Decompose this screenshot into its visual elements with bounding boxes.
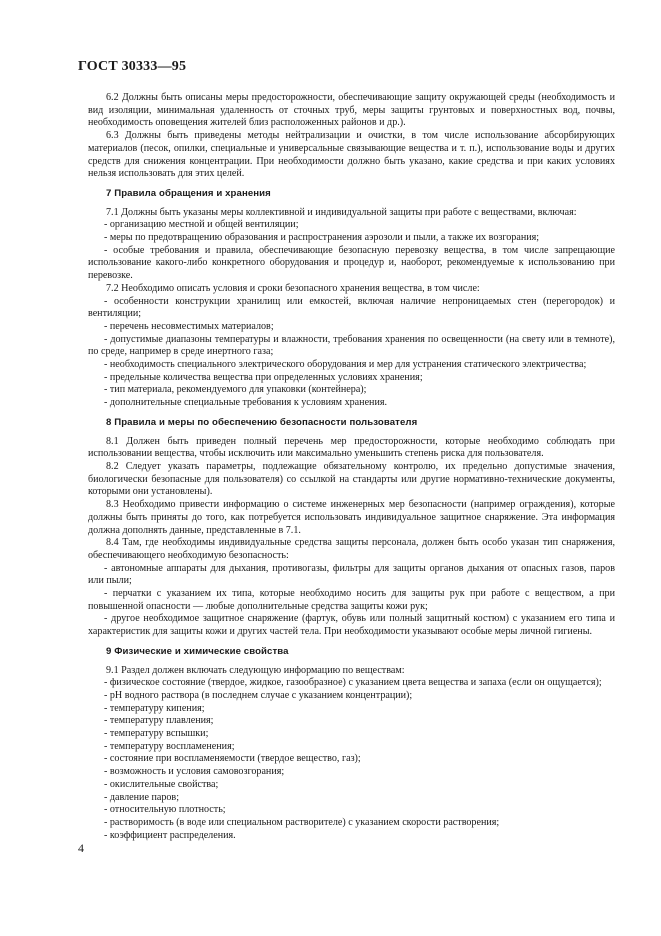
page-number: 4 (78, 841, 84, 855)
list-item: - относительную плотность; (104, 804, 226, 816)
list-item: - автономные аппараты для дыхания, противогазы, фильтры для защиты органов дыхания от опасных газов, паров или пыли; (88, 562, 615, 587)
list-item: - допустимые диапазоны температуры и влажности, требования хранения по освещенности (на свету или в темноте), по среде, например в среде инертного газа; (88, 333, 615, 358)
list-item: - предельные количества вещества при определенных условиях хранения; (104, 371, 423, 383)
list-item: - перечень несовместимых материалов; (104, 320, 274, 332)
paragraph: 8.1 Должен быть приведен полный перечень мер предосторожности, которые необходимо соблюдать при использовании вещества, чтобы исключить или максимально уменьшить степень риска для пользователя. (88, 435, 615, 460)
paragraph: 8.4 Там, где необходимы индивидуальные средства защиты персонала, должен быть особо указан тип снаряжения, обеспечивающего необходимую безопасность: (88, 537, 615, 561)
document-body (88, 92, 615, 842)
list-item: - особые требования и правила, обеспечивающие безопасную перевозку вещества, в том числе запрещающие использование какого-либо конкретного оборудования и процедур и, наоборот, рекомендуемые к использованию при перевозке. (88, 244, 615, 282)
list-item: - температуру воспламенения; (104, 740, 235, 752)
paragraph: 6.2 Должны быть описаны меры предосторожности, обеспечивающие защиту окружающей среды (необходимость и вид изоляции, минимальная удаленность от сточных труб, меры защиты грунтовых и поверхностных вод, почвы, необходимость оповещения жителей близ расположенных районов и др.). (88, 92, 615, 129)
list-item: - давление паров; (104, 791, 180, 803)
paragraph: 6.3 Должны быть приведены методы нейтрализации и очистки, в том числе использование абсорбирующих материалов (песок, опилки, специальные и универсальные связывающие вещества и т. п.), использование воды и других средств для снижения концентрации. При необходимости должно быть указано, какие средства и при каких условиях нельзя использовать для этих целей. (88, 130, 615, 180)
section-heading: 9 Физические и химические свойства (106, 645, 289, 657)
paragraph: 7.2 Необходимо описать условия и сроки безопасного хранения вещества, в том числе: (106, 282, 480, 294)
list-item: - физическое состояние (твердое, жидкое, газообразное) с указанием цвета вещества и запаха (если он ощущается); (104, 677, 602, 689)
list-item: - температуру плавления; (104, 715, 214, 727)
list-item: - температуру вспышки; (104, 728, 209, 740)
list-item: - организацию местной и общей вентиляции; (104, 219, 299, 231)
section-heading: 7 Правила обращения и хранения (106, 187, 271, 199)
list-item: - другое необходимое защитное снаряжение (фартук, обувь или полный защитный костюм) с указанием его типа и характеристик для защиты кожи и других частей тела. При необходимости указывают особые меры личной гигиены. (88, 613, 615, 638)
list-item: - тип материала, рекомендуемого для упаковки (контейнера); (104, 384, 367, 396)
paragraph: 8.2 Следует указать параметры, подлежащие обязательному контролю, их предельно допустимые значения, биологически безопасные для пользователя) со ссылкой на стандарты или другие нормативно-технические документы, которыми они установлены). (88, 460, 615, 498)
paragraph: 9.1 Раздел должен включать следующую информацию по веществам: (106, 664, 405, 676)
list-item: - особенности конструкции хранилищ или емкостей, включая наличие непроницаемых стен (перегородок) и вентиляции; (88, 295, 615, 320)
list-item: - дополнительные специальные требования к условиям хранения. (104, 397, 388, 409)
list-item: - температуру кипения; (104, 702, 205, 714)
document-header-title: ГОСТ 30333—95 (78, 59, 187, 74)
list-item: - необходимость специального электрического оборудования и мер для устранения статического электричества; (104, 359, 587, 371)
list-item: - меры по предотвращению образования и распространения аэрозоли и пыли, а также их возгорания; (104, 232, 540, 244)
section-heading: 8 Правила и меры по обеспечению безопасности пользователя (106, 416, 418, 428)
list-item: - коэффициент распределения. (104, 829, 236, 841)
list-item: - возможность и условия самовозгорания; (104, 766, 285, 778)
list-item: - растворимость (в воде или специальном растворителе) с указанием скорости растворения; (104, 816, 500, 828)
list-item: - окислительные свойства; (104, 778, 219, 790)
paragraph: 8.3 Необходимо привести информацию о системе инженерных мер безопасности (например ограждения), которые должны быть приняты до того, как потребуется использовать индивидуальное защитное снаряжение. Эта информация должна дополнять данные, представленные в 7.1. (88, 499, 615, 536)
list-item: - состояние при воспламеняемости (твердое вещество, газ); (104, 753, 361, 765)
list-item: - перчатки с указанием их типа, которые необходимо носить для защиты рук при работе с веществом, а при повышенной опасности — любые дополнительные средства защиты кожи рук; (88, 588, 615, 612)
paragraph: 7.1 Должны быть указаны меры коллективной и индивидуальной защиты при работе с веществами, включая: (106, 206, 577, 218)
list-item: - pH водного раствора (в последнем случае с указанием концентрации); (104, 689, 413, 701)
